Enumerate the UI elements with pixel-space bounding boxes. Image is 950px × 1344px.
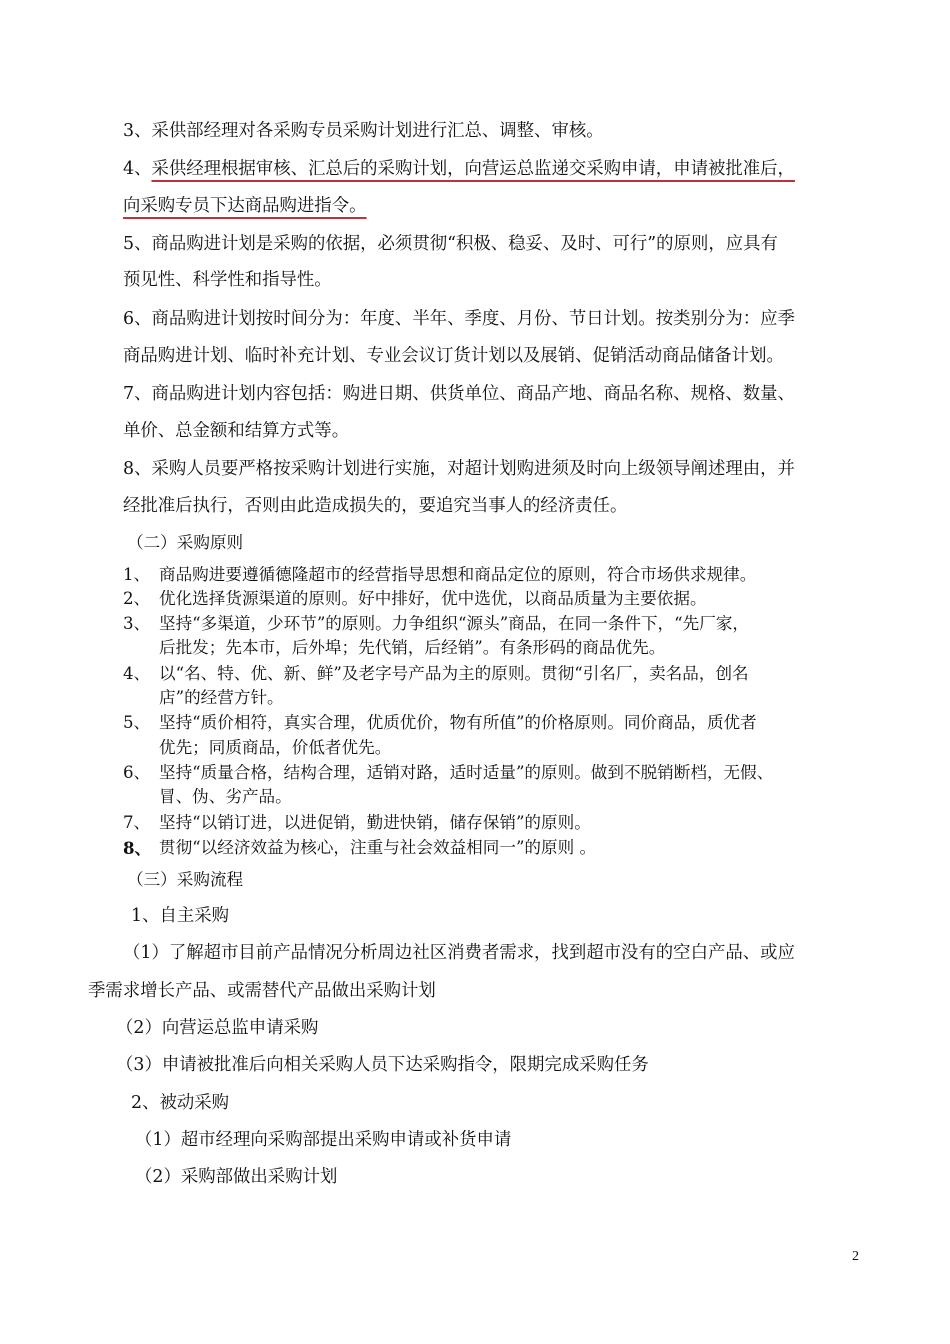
process-self-purchase-title: 1、自主采购 xyxy=(131,906,230,926)
plan-item-4-underlined-text: 采供经理根据审核、汇总后的采购计划，向营运总监递交采购申请，申请被批准后， xyxy=(151,159,795,179)
principle-number: 1、 xyxy=(123,565,151,584)
principle-text: 以“名、特、优、新、鲜”及老字号产品为主的原则。贯彻“引名厂，卖名品，创名 xyxy=(159,664,749,683)
section-heading-process: （三）采购流程 xyxy=(127,870,244,889)
plan-item-6: 6、商品购进计划按时间分为：年度、半年、季度、月份、节日计划。按类别分为：应季 xyxy=(123,309,795,329)
principle-text: 坚持“多渠道，少环节”的原则。力争组织“源头”商品，在同一条件下，“先厂家， xyxy=(159,614,750,633)
principle-number: 5、 xyxy=(123,713,151,732)
plan-item-4-prefix: 4、 xyxy=(123,159,152,179)
principle-number: 4、 xyxy=(123,664,151,683)
principle-number: 8、 xyxy=(123,838,152,858)
plan-item-7-continued: 单价、总金额和结算方式等。 xyxy=(123,421,350,441)
principle-text-continued: 冒、伪、劣产品。 xyxy=(159,787,292,806)
process-step: （3）申请被批准后向相关采购人员下达采购指令，限期完成采购任务 xyxy=(116,1055,649,1075)
process-step-continued: 季需求增长产品、或需替代产品做出采购计划 xyxy=(88,981,436,1001)
plan-item-4-continued: 向采购专员下达商品购进指令。 xyxy=(123,196,367,216)
principle-text-continued: 后批发；先本市，后外埠；先代销，后经销”。有条形码的商品优先。 xyxy=(159,638,666,657)
process-step: （2）向营运总监申请采购 xyxy=(116,1018,319,1038)
plan-item-8-continued: 经批准后执行，否则由此造成损失的，要追究当事人的经济责任。 xyxy=(123,496,628,516)
process-step: （1）了解超市目前产品情况分析周边社区消费者需求，找到超市没有的空白产品、或应 xyxy=(123,943,795,963)
section-heading-principles: （二）采购原则 xyxy=(127,533,244,552)
principle-number: 7、 xyxy=(123,813,151,832)
principle-text-continued: 店”的经营方针。 xyxy=(159,688,284,707)
plan-item-5-continued: 预见性、科学性和指导性。 xyxy=(123,270,332,290)
principle-text: 坚持“质价相符，真实合理，优质优价，物有所值”的价格原则。同价商品，质优者 xyxy=(159,713,757,732)
plan-item-6-continued: 商品购进计划、临时补充计划、专业会议订货计划以及展销、促销活动商品储备计划。 xyxy=(123,346,784,366)
principle-number: 3、 xyxy=(123,614,151,633)
principle-text: 坚持“质量合格，结构合理，适销对路，适时适量”的原则。做到不脱销断档，无假、 xyxy=(159,763,774,782)
principle-text-continued: 优先；同质商品，价低者优先。 xyxy=(159,738,392,757)
process-step: （1）超市经理向采购部提出采购申请或补货申请 xyxy=(135,1130,512,1150)
page-number: 2 xyxy=(852,1249,859,1264)
plan-item-7: 7、商品购进计划内容包括：购进日期、供货单位、商品产地、商品名称、规格、数量、 xyxy=(123,384,795,404)
process-step: （2）采购部做出采购计划 xyxy=(135,1167,338,1187)
process-passive-purchase-title: 2、被动采购 xyxy=(131,1093,230,1113)
plan-item-8: 8、采购人员要严格按采购计划进行实施，对超计划购进须及时向上级领导阐述理由，并 xyxy=(123,459,795,479)
plan-item-5: 5、商品购进计划是采购的依据，必须贯彻“积极、稳妥、及时、可行”的原则，应具有 xyxy=(123,234,778,254)
principle-text: 贯彻“以经济效益为核心，注重与社会效益相同一”的原则 。 xyxy=(159,838,597,857)
principle-number: 6、 xyxy=(123,763,151,782)
principle-text: 坚持“以销订进，以进促销，勤进快销，储存保销”的原则。 xyxy=(159,813,591,832)
plan-item-4 xyxy=(123,157,795,181)
plan-item-3: 3、采供部经理对各采购专员采购计划进行汇总、调整、审核。 xyxy=(123,121,604,141)
principle-text: 商品购进要遵循德隆超市的经营指导思想和商品定位的原则，符合市场供求规律。 xyxy=(159,565,757,584)
principle-number: 2、 xyxy=(123,589,151,608)
principle-text: 优化选择货源渠道的原则。好中排好，优中选优，以商品质量为主要依据。 xyxy=(159,589,707,608)
